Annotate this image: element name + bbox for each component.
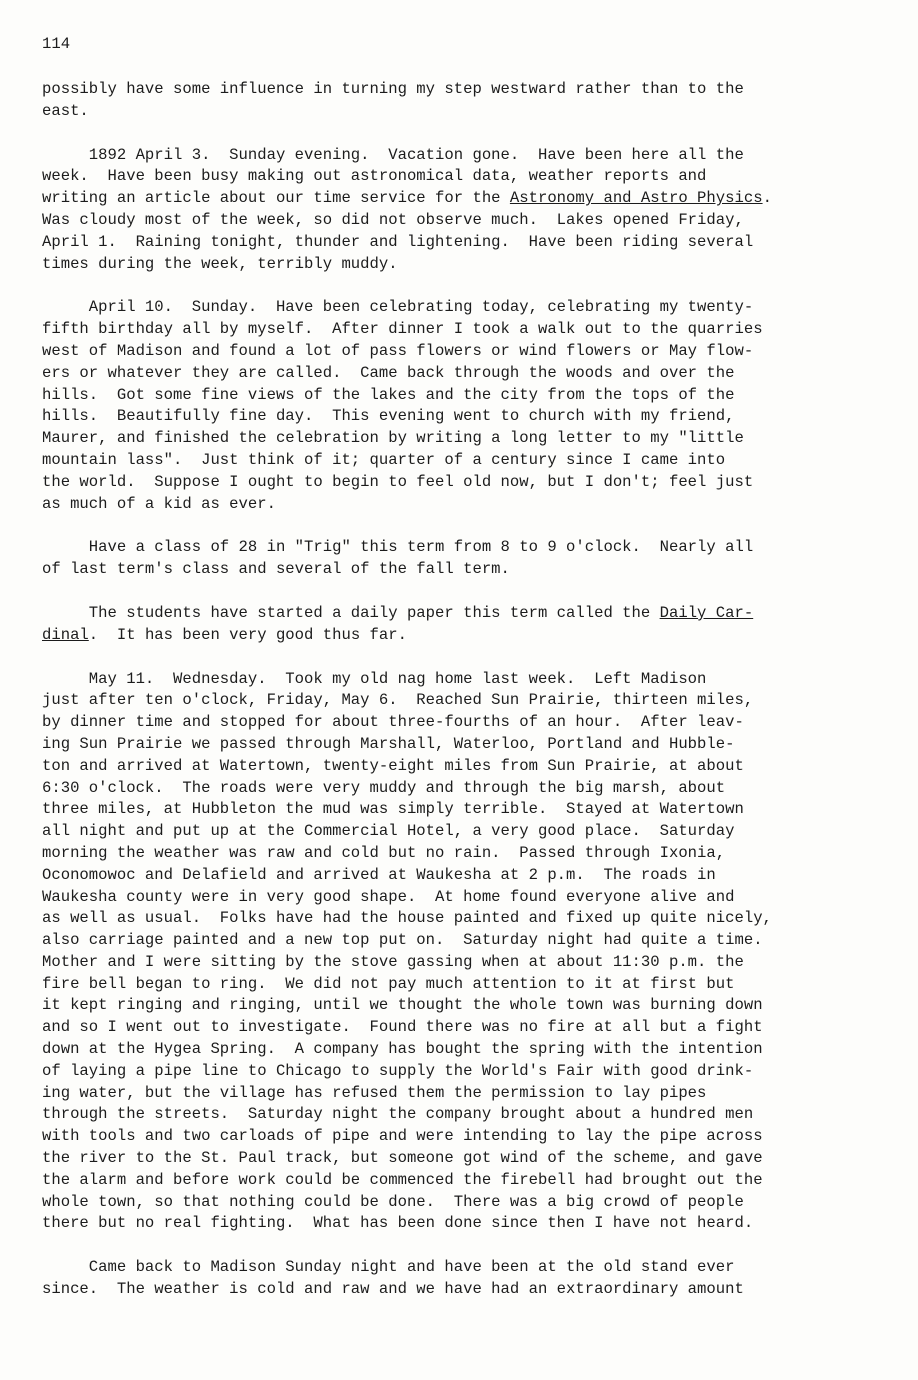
- text-line: since. The weather is cold and raw and we have had an extraordinary amount: [42, 1280, 744, 1299]
- text-line: ers or whatever they are called. Came back through the woods and over the: [42, 363, 735, 382]
- text-line: as well as usual. Folks have had the house painted and fixed up quite nicely,: [42, 909, 772, 928]
- text-line: the river to the St. Paul track, but someone got wind of the scheme, and gave: [42, 1149, 763, 1168]
- text-line: down at the Hygea Spring. A company has bought the spring with the intention: [42, 1040, 763, 1059]
- paragraph: [42, 145, 902, 276]
- text-line: as much of a kid as ever.: [42, 494, 276, 513]
- text-line: east.: [42, 101, 89, 120]
- text-line: ing Sun Prairie we passed through Marshall, Waterloo, Portland and Hubble-: [42, 734, 735, 753]
- text-line: Came back to Madison Sunday night and have been at the old stand ever: [42, 1258, 735, 1277]
- text-line: times during the week, terribly muddy.: [42, 254, 398, 273]
- text-line: mountain lass". Just think of it; quarter of a century since I came into: [42, 450, 726, 469]
- underlined-title: Astronomy and Astro Physics: [509, 189, 763, 208]
- paragraph: [42, 297, 902, 515]
- text-line: Waukesha county were in very good shape. At home found everyone alive and: [42, 887, 735, 906]
- text-line: whole town, so that nothing could be done. There was a big crowd of people: [42, 1192, 744, 1211]
- text-line: dinal. It has been very good thus far.: [42, 625, 407, 644]
- text-line: the world. Suppose I ought to begin to feel old now, but I don't; feel just: [42, 472, 754, 491]
- text-line: by dinner time and stopped for about three-fourths of an hour. After leav-: [42, 713, 744, 732]
- text-line: with tools and two carloads of pipe and were intending to lay the pipe across: [42, 1127, 763, 1146]
- paragraph: [42, 79, 902, 123]
- text-line: just after ten o'clock, Friday, May 6. Reached Sun Prairie, thirteen miles,: [42, 691, 754, 710]
- text-line: all night and put up at the Commercial Hotel, a very good place. Saturday: [42, 822, 735, 841]
- text-line: three miles, at Hubbleton the mud was simply terrible. Stayed at Watertown: [42, 800, 744, 819]
- text-line: fire bell began to ring. We did not pay much attention to it at first but: [42, 974, 735, 993]
- text-line: Mother and I were sitting by the stove gassing when at about 11:30 p.m. the: [42, 952, 744, 971]
- underlined-title: Daily Car-: [659, 603, 754, 622]
- text-line: writing an article about our time service for the Astronomy and Astro Physics.: [42, 189, 772, 208]
- text-line: ing water, but the village has refused them the permission to lay pipes: [42, 1083, 707, 1102]
- text-line: 6:30 o'clock. The roads were very muddy and through the big marsh, about: [42, 778, 726, 797]
- text-line: fifth birthday all by myself. After dinner I took a walk out to the quarries: [42, 320, 763, 339]
- text-line: there but no real fighting. What has been done since then I have not heard.: [42, 1214, 754, 1233]
- text-line: week. Have been busy making out astronomical data, weather reports and: [42, 167, 707, 186]
- text-line: Oconomowoc and Delafield and arrived at Waukesha at 2 p.m. The roads in: [42, 865, 716, 884]
- paragraph: [42, 1257, 902, 1301]
- text-line: Have a class of 28 in "Trig" this term from 8 to 9 o'clock. Nearly all: [42, 538, 754, 557]
- text-line: April 10. Sunday. Have been celebrating today, celebrating my twenty-: [42, 298, 754, 317]
- text-line: 1892 April 3. Sunday evening. Vacation gone. Have been here all the: [42, 145, 744, 164]
- text-line: hills. Beautifully fine day. This evening went to church with my friend,: [42, 407, 735, 426]
- text-line: west of Madison and found a lot of pass flowers or wind flowers or May flow-: [42, 341, 754, 360]
- text-line: The students have started a daily paper this term called the Daily Car-: [42, 603, 754, 622]
- text-line: and so I went out to investigate. Found there was no fire at all but a fight: [42, 1018, 763, 1037]
- paragraph: [42, 669, 902, 1236]
- text-line: Was cloudy most of the week, so did not observe much. Lakes opened Friday,: [42, 210, 744, 229]
- text-line: also carriage painted and a new top put on. Saturday night had quite a time.: [42, 931, 763, 950]
- text-line: morning the weather was raw and cold but no rain. Passed through Ixonia,: [42, 843, 726, 862]
- text-line: Maurer, and finished the celebration by writing a long letter to my "little: [42, 429, 744, 448]
- text-line: possibly have some influence in turning my step westward rather than to the: [42, 80, 744, 98]
- text-line: it kept ringing and ringing, until we thought the whole town was burning down: [42, 996, 763, 1015]
- text-line: April 1. Raining tonight, thunder and lightening. Have been riding several: [42, 232, 754, 251]
- text-line: of laying a pipe line to Chicago to supply the World's Fair with good drink-: [42, 1061, 754, 1080]
- paragraph: [42, 537, 902, 581]
- text-line: hills. Got some fine views of the lakes and the city from the tops of the: [42, 385, 735, 404]
- paragraph: [42, 603, 902, 647]
- text-line: the alarm and before work could be commenced the firebell had brought out the: [42, 1170, 763, 1189]
- document-body: [42, 79, 902, 1323]
- page-number: 114: [42, 35, 71, 53]
- text-line: of last term's class and several of the fall term.: [42, 560, 510, 579]
- text-line: through the streets. Saturday night the company brought about a hundred men: [42, 1105, 754, 1124]
- text-line: May 11. Wednesday. Took my old nag home last week. Left Madison: [42, 669, 707, 688]
- text-line: ton and arrived at Watertown, twenty-eight miles from Sun Prairie, at about: [42, 756, 744, 775]
- underlined-title: dinal: [42, 625, 89, 644]
